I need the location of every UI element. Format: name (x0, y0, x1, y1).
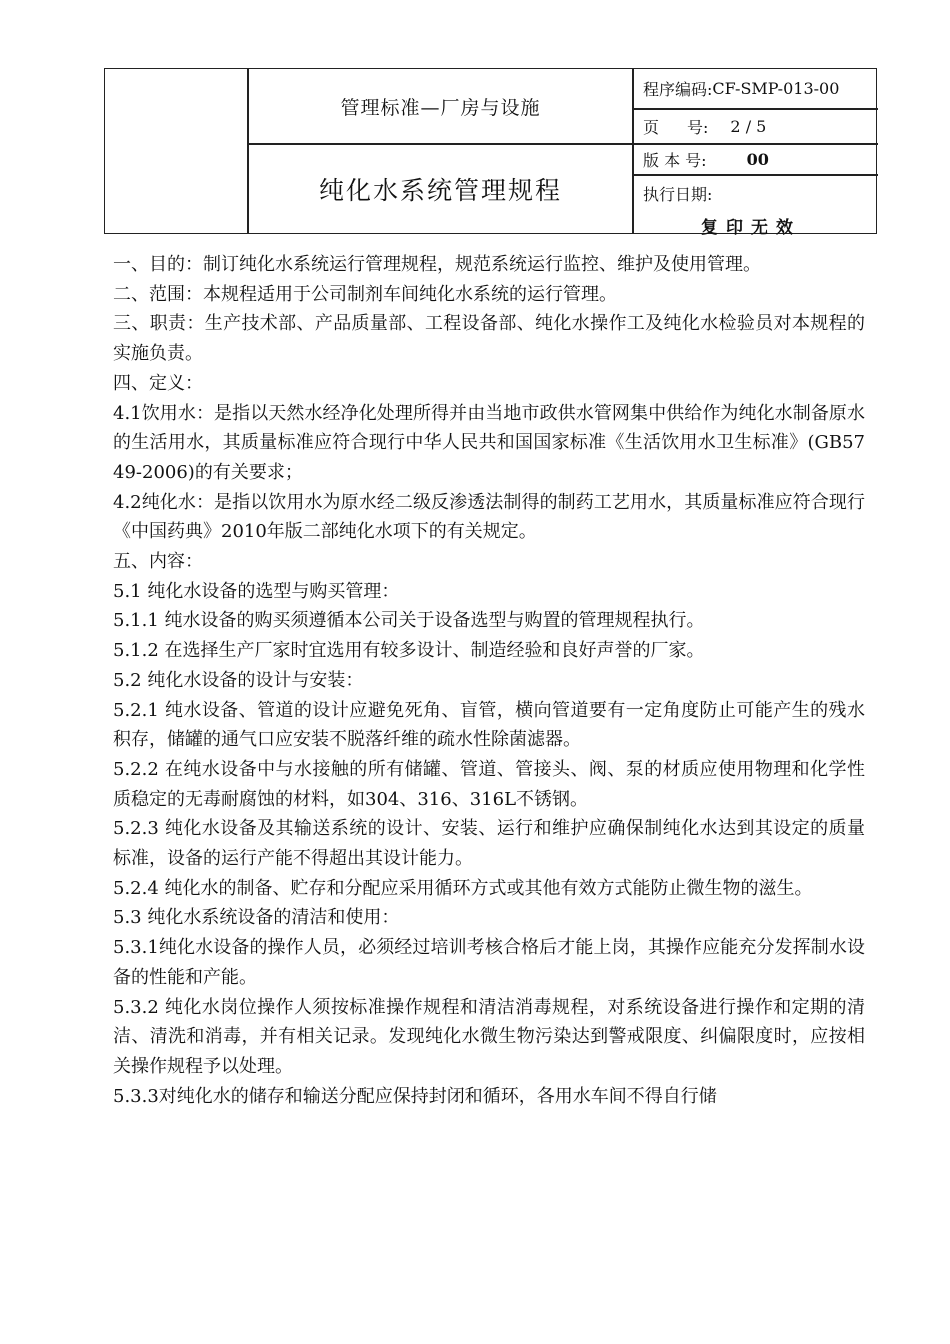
body-paragraph: 4.1饮用水：是指以天然水经净化处理所得并由当地市政供水管网集中供给作为纯化水制备原水的生活用水，其质量标准应符合现行中华人民共和国国家标准《生活饮用水卫生标准》(GB5749-2006)的有关要求； (113, 402, 865, 483)
version-cell (643, 145, 875, 174)
page-label-2: 号: (687, 118, 709, 137)
body-paragraph: 5.1.2 在选择生产厂家时宜选用有较多设计、制造经验和良好声誉的厂家。 (113, 640, 705, 662)
body-paragraph: 五、内容： (113, 551, 203, 573)
document-body (113, 250, 865, 1111)
document-header (104, 68, 877, 238)
body-paragraph: 5.2.4 纯化水的制备、贮存和分配应采用循环方式或其他有效方式能防止微生物的滋生。 (113, 877, 813, 899)
body-paragraph: 二、范围：本规程适用于公司制剂车间纯化水系统的运行管理。 (113, 283, 617, 305)
body-paragraph: 一、目的：制订纯化水系统运行管理规程，规范系统运行监控、维护及使用管理。 (113, 254, 761, 275)
body-paragraph: 四、定义： (113, 372, 203, 394)
body-paragraph: 5.3.3对纯化水的储存和输送分配应保持封闭和循环，各用水车间不得自行储 (113, 1085, 717, 1107)
page-number-cell (643, 110, 875, 143)
body-paragraph: 4.2纯化水：是指以饮用水为原水经二级反渗透法制得的制药工艺用水，其质量标准应符合现行《中国药典》2010年版二部纯化水项下的有关规定。 (113, 491, 865, 543)
execution-date-cell (643, 176, 875, 238)
program-code-cell (643, 69, 875, 108)
page-number-value: 2 / 5 (730, 117, 767, 136)
body-paragraph: 5.2.1 纯水设备、管道的设计应避免死角、盲管，横向管道要有一定角度防止可能产生的残水积存，储罐的通气口应安装不脱落纤维的疏水性除菌滤器。 (113, 699, 865, 751)
program-code-value: CF-SMP-013-00 (712, 79, 840, 98)
body-paragraph: 5.1.1 纯水设备的购买须遵循本公司关于设备选型与购置的管理规程执行。 (113, 610, 705, 632)
body-paragraph: 5.2 纯化水设备的设计与安装： (113, 669, 364, 691)
body-paragraph: 三、职责：生产技术部、产品质量部、工程设备部、纯化水操作工及纯化水检验员对本规程的实施负责。 (113, 313, 865, 365)
version-value: 00 (746, 150, 769, 169)
copy-invalid-stamp: 复印无效 (701, 218, 801, 238)
execution-date-label: 执行日期: (643, 185, 713, 204)
document-title-cell (249, 145, 632, 233)
document-title: 纯化水系统管理规程 (318, 176, 562, 205)
management-standard-title: 管理标准—厂房与设施 (340, 96, 541, 119)
body-paragraph: 5.2.2 在纯水设备中与水接触的所有储罐、管道、管接头、阀、泵的材质应使用物理和化学性质稳定的无毒耐腐蚀的材料，如304、316、316L不锈钢。 (113, 758, 865, 810)
body-paragraph: 5.3.2 纯化水岗位操作人须按标准操作规程和清洁消毒规程，对系统设备进行操作和定期的清洁、清洗和消毒，并有相关记录。发现纯化水微生物污染达到警戒限度、纠偏限度时，应按相关操作规程予以处理。 (113, 996, 865, 1077)
body-paragraph: 5.2.3 纯化水设备及其输送系统的设计、安装、运行和维护应确保制纯化水达到其设定的质量标准，设备的运行产能不得超出其设计能力。 (113, 818, 865, 870)
page-label-1: 页 (643, 118, 660, 137)
body-paragraph: 5.1 纯化水设备的选型与购买管理： (113, 580, 400, 602)
program-code-label: 程序编码: (643, 80, 713, 99)
body-paragraph: 5.3 纯化水系统设备的清洁和使用： (113, 907, 400, 929)
management-standard-cell (249, 69, 632, 143)
body-paragraph: 5.3.1纯化水设备的操作人员，必须经过培训考核合格后才能上岗，其操作应能充分发挥制水设备的性能和产能。 (113, 937, 865, 988)
version-label: 版 本 号: (643, 151, 707, 170)
